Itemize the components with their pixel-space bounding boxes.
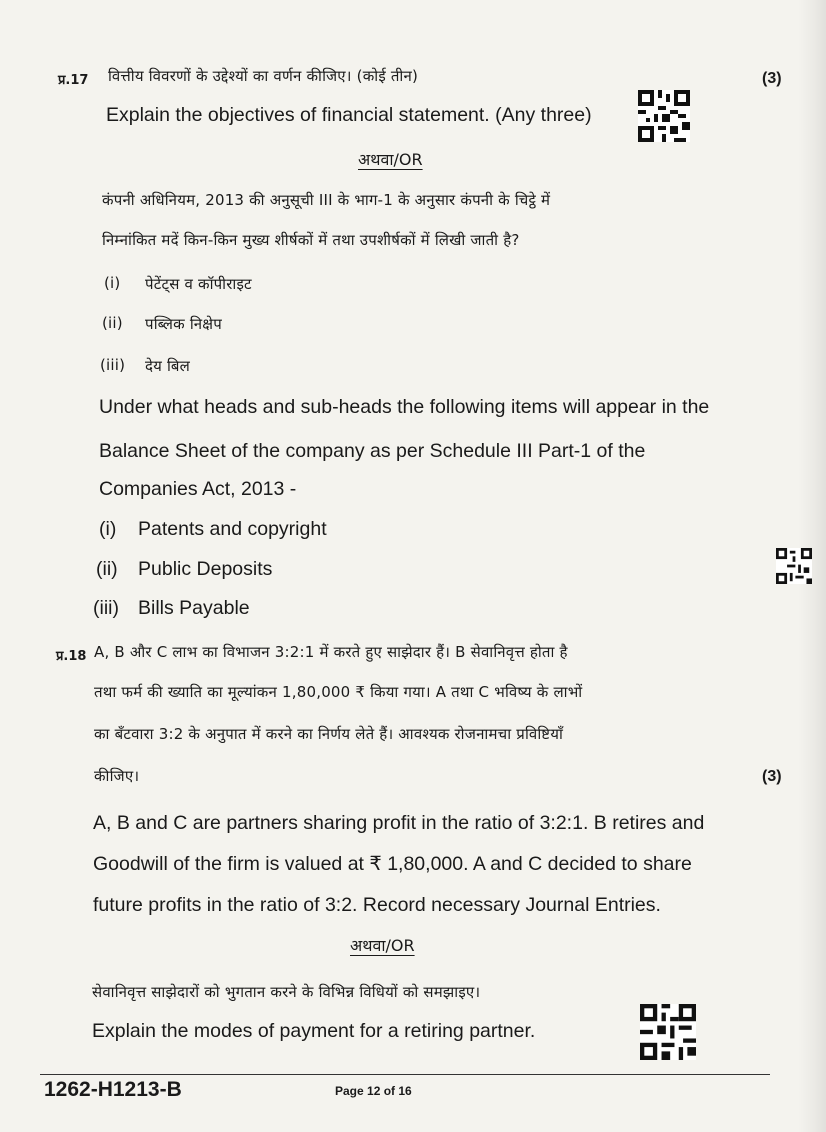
hindi-item-text: पेटेंट्स व कॉपीराइट: [145, 275, 252, 293]
english-item-number: (iii): [93, 597, 119, 619]
q17-alt-english-line: Companies Act, 2013 -: [99, 478, 297, 500]
hindi-item-number: (ii): [102, 314, 123, 332]
qr-code-icon: [776, 548, 812, 584]
q17-or-label: अथवा/OR: [358, 150, 423, 169]
q18-number: प्र.18: [56, 649, 87, 664]
hindi-item-text: पब्लिक निक्षेप: [145, 315, 222, 333]
english-item-number: (i): [99, 518, 117, 540]
english-item-number: (ii): [96, 558, 118, 580]
qr-code-icon: [640, 1004, 696, 1060]
q17-alt-hindi-line: कंपनी अधिनियम, 2013 की अनुसूची III के भाग-1 के अनुसार कंपनी के चिट्ठे में: [102, 191, 551, 209]
hindi-item-text: देय बिल: [145, 357, 191, 375]
hindi-item-number: (iii): [100, 356, 126, 374]
q18-alt-hindi: सेवानिवृत्त साझेदारों को भुगतान करने के विभिन्न विधियों को समझाइए।: [92, 983, 481, 1001]
q18-alt-english: Explain the modes of payment for a retiring partner.: [92, 1020, 536, 1042]
q18-hindi-line: कीजिए।: [94, 767, 140, 785]
q18-hindi-line: का बँटवारा 3:2 के अनुपात में करने का निर्णय लेते हैं। आवश्यक रोजनामचा प्रविष्टियाँ: [94, 725, 564, 743]
q18-english-line: A, B and C are partners sharing profit in the ratio of 3:2:1. B retires and: [93, 812, 705, 834]
q17-marks: (3): [762, 70, 782, 87]
q17-english-text: Explain the objectives of financial statement. (Any three): [106, 104, 592, 126]
q18-english-line: future profits in the ratio of 3:2. Record necessary Journal Entries.: [93, 894, 661, 916]
paper-code: 1262-H1213-B: [44, 1078, 182, 1101]
hindi-item-number: (i): [104, 274, 121, 292]
q17-alt-hindi-line: निम्नांकित मदें किन-किन मुख्य शीर्षकों में तथा उपशीर्षकों में लिखी जाती है?: [102, 231, 520, 249]
q17-alt-english-line: Balance Sheet of the company as per Schedule III Part-1 of the: [99, 440, 646, 462]
q17-hindi-text: वित्तीय विवरणों के उद्देश्यों का वर्णन कीजिए। (कोई तीन): [108, 67, 419, 85]
q18-hindi-line: A, B और C लाभ का विभाजन 3:2:1 में करते हुए साझेदार हैं। B सेवानिवृत्त होता है: [94, 643, 568, 661]
page-number: Page 12 of 16: [335, 1084, 412, 1098]
q18-english-line: Goodwill of the firm is valued at ₹ 1,80,000. A and C decided to share: [93, 853, 692, 875]
q18-or-label: अथवा/OR: [350, 936, 415, 955]
english-item-text: Public Deposits: [138, 558, 273, 580]
footer-divider: [40, 1074, 770, 1075]
q17-alt-english-line: Under what heads and sub-heads the following items will appear in the: [99, 396, 710, 418]
english-item-text: Patents and copyright: [138, 518, 327, 540]
qr-code-icon: [638, 90, 690, 142]
q17-number: प्र.17: [58, 73, 89, 88]
english-item-text: Bills Payable: [138, 597, 250, 619]
q18-hindi-line: तथा फर्म की ख्याति का मूल्यांकन 1,80,000 ₹ किया गया। A तथा C भविष्य के लाभों: [94, 683, 583, 701]
q18-marks: (3): [762, 768, 782, 785]
